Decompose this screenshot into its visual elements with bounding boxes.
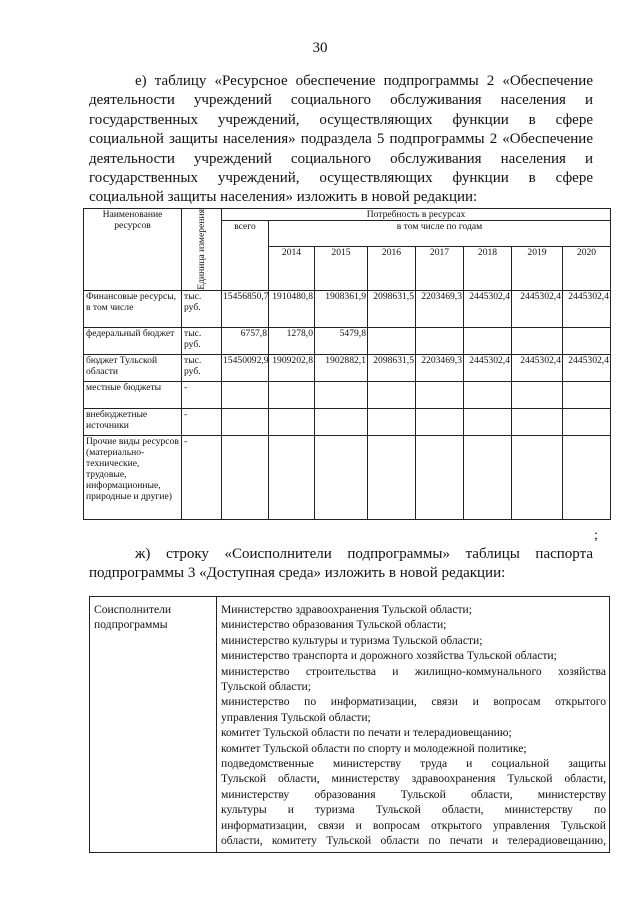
cell-year-value: 2203469,3 xyxy=(416,354,464,381)
table-row xyxy=(84,381,611,408)
coexecutor-line: министерство культуры и туризма Тульской области; xyxy=(221,633,483,647)
cell-year-value: 1908361,9 xyxy=(315,290,368,327)
paragraph-line: государственных учреждений, осуществляющих функции в сфере xyxy=(89,111,593,128)
cell-year-value xyxy=(416,435,464,519)
section-zh-paragraph xyxy=(89,545,593,584)
cell-total xyxy=(222,435,269,519)
cell-year-value xyxy=(269,408,315,435)
cell-total: 15456850,7 xyxy=(222,290,269,327)
cell-year-value: 2098631,5 xyxy=(368,354,416,381)
paragraph-line: подпрограммы 3 «Доступная среда» изложить в новой редакции: xyxy=(89,565,506,582)
coexecutor-line: управления Тульской области; xyxy=(221,710,371,724)
cell-year-value xyxy=(269,381,315,408)
header-year: 2015 xyxy=(315,246,368,290)
cell-year-value xyxy=(315,435,368,519)
cell-year-value xyxy=(416,408,464,435)
header-total: всего xyxy=(222,221,269,291)
cell-unit: тыс. руб. xyxy=(182,290,222,327)
cell-year-value: 2445302,4 xyxy=(512,290,563,327)
cell-year-value xyxy=(269,435,315,519)
cell-name: местные бюджеты xyxy=(84,381,182,408)
cell-year-value xyxy=(512,327,563,354)
coexecutor-line: комитет Тульской области по спорту и молодежной политике; xyxy=(221,741,527,755)
cell-total xyxy=(222,408,269,435)
cell-year-value: 2445302,4 xyxy=(464,290,512,327)
cell-year-value: 2445302,4 xyxy=(563,354,611,381)
cell-year-value: 2098631,5 xyxy=(368,290,416,327)
cell-total: 6757,8 xyxy=(222,327,269,354)
cell-year-value: 2445302,4 xyxy=(512,354,563,381)
cell-year-value xyxy=(563,327,611,354)
cell-name: внебюджетные источники xyxy=(84,408,182,435)
paragraph-line: государственных учреждений, осуществляющих функции в сфере xyxy=(89,170,593,187)
cell-year-value xyxy=(563,381,611,408)
coexecutor-line: подведомственные министерству труда и социальной защиты xyxy=(221,757,606,771)
cell-year-value: 2445302,4 xyxy=(563,290,611,327)
cell-year-value xyxy=(512,381,563,408)
header-by-year: в том числе по годам xyxy=(269,221,611,247)
cell-year-value xyxy=(563,435,611,519)
paragraph-line: деятельности учреждений социального обслуживания населения и xyxy=(89,92,593,109)
coexecutor-line: Тульской области, министерству здравоохранения Тульской области, xyxy=(221,772,606,786)
cell-unit: - xyxy=(182,435,222,519)
coexecutor-line: культуры и туризма Тульской области, министерству по xyxy=(221,803,606,817)
cell-unit: тыс. руб. xyxy=(182,354,222,381)
cell-year-value xyxy=(368,408,416,435)
page-number: 30 xyxy=(312,40,328,56)
cell-year-value xyxy=(416,327,464,354)
cell-year-value xyxy=(416,381,464,408)
coexecutor-line: министерство транспорта и дорожного хозяйства Тульской области; xyxy=(221,649,557,663)
coexecutors-table xyxy=(89,596,610,853)
cell-year-value xyxy=(368,435,416,519)
cell-unit: - xyxy=(182,408,222,435)
cell-unit: - xyxy=(182,381,222,408)
cell-year-value xyxy=(512,435,563,519)
header-year: 2018 xyxy=(464,246,512,290)
header-need: Потребность в ресурсах xyxy=(222,209,611,221)
table-row xyxy=(84,435,611,519)
cell-name: Прочие виды ресурсов (материально-технические, трудовые, информационные, природные и другие) xyxy=(84,435,182,519)
cell-year-value xyxy=(464,408,512,435)
header-year: 2014 xyxy=(269,246,315,290)
cell-year-value xyxy=(512,408,563,435)
cell-name: бюджет Тульской области xyxy=(84,354,182,381)
cell-year-value xyxy=(464,435,512,519)
cell-name: Финансовые ресурсы, в том числе xyxy=(84,290,182,327)
coexecutor-line: информатизации, связи и вопросам открытого управления Тульской xyxy=(221,818,606,832)
cell-year-value xyxy=(464,381,512,408)
header-year: 2020 xyxy=(563,246,611,290)
cell-year-value: 2445302,4 xyxy=(464,354,512,381)
coexecutor-line: министерство строительства и жилищно-коммунального хозяйства xyxy=(221,664,606,678)
cell-year-value: 1278,0 xyxy=(269,327,315,354)
cell-year-value: 1910480,8 xyxy=(269,290,315,327)
cell-year-value xyxy=(368,327,416,354)
paragraph-line: деятельности учреждений социального обслуживания населения и xyxy=(89,150,593,167)
cell-name: федеральный бюджет xyxy=(84,327,182,354)
table-row xyxy=(84,354,611,381)
section-e-paragraph xyxy=(89,72,593,208)
paragraph-line: социальной защиты населения» изложить в новой редакции: xyxy=(89,189,478,206)
table-row xyxy=(84,408,611,435)
coexecutor-line: министерству образования Тульской области, министерству xyxy=(221,787,606,801)
cell-total: 15450092,9 xyxy=(222,354,269,381)
coexecutors-list xyxy=(217,597,610,853)
coexecutor-line: министерство по информатизации, связи и вопросам открытого xyxy=(221,695,606,709)
cell-year-value: 1902882,1 xyxy=(315,354,368,381)
cell-year-value xyxy=(315,381,368,408)
header-name: Наименование ресурсов xyxy=(84,209,182,291)
cell-total xyxy=(222,381,269,408)
cell-year-value: 5479,8 xyxy=(315,327,368,354)
cell-year-value xyxy=(563,408,611,435)
cell-unit: тыс. руб. xyxy=(182,327,222,354)
table-row xyxy=(84,290,611,327)
header-year: 2019 xyxy=(512,246,563,290)
paragraph-line: ж) строку «Соисполнители подпрограммы» таблицы паспорта xyxy=(135,546,593,562)
cell-year-value xyxy=(464,327,512,354)
coexecutor-line: Тульской области; xyxy=(221,680,311,694)
header-year: 2017 xyxy=(416,246,464,290)
resource-table xyxy=(83,208,611,520)
cell-year-value xyxy=(315,408,368,435)
cell-year-value: 2203469,3 xyxy=(416,290,464,327)
header-unit: Единица измерения xyxy=(182,209,222,291)
coexecutor-line: области, комитету Тульской области по печати и телерадиовещанию, xyxy=(221,834,606,848)
cell-year-value xyxy=(368,381,416,408)
header-year: 2016 xyxy=(368,246,416,290)
semicolon: ; xyxy=(594,528,598,543)
paragraph-line: социальной защиты населения» подраздела 5 подпрограммы 2 «Обеспечение xyxy=(89,131,593,148)
coexecutors-label: Соисполнители подпрограммы xyxy=(90,597,217,853)
cell-year-value: 1909202,8 xyxy=(269,354,315,381)
table-row xyxy=(84,327,611,354)
coexecutor-line: комитет Тульской области по печати и телерадиовещанию; xyxy=(221,726,512,740)
paragraph-line: е) таблицу «Ресурсное обеспечение подпрограммы 2 «Обеспечение xyxy=(135,73,593,89)
coexecutor-line: Министерство здравоохранения Тульской области; xyxy=(221,603,472,616)
coexecutor-line: министерство образования Тульской области; xyxy=(221,618,447,632)
